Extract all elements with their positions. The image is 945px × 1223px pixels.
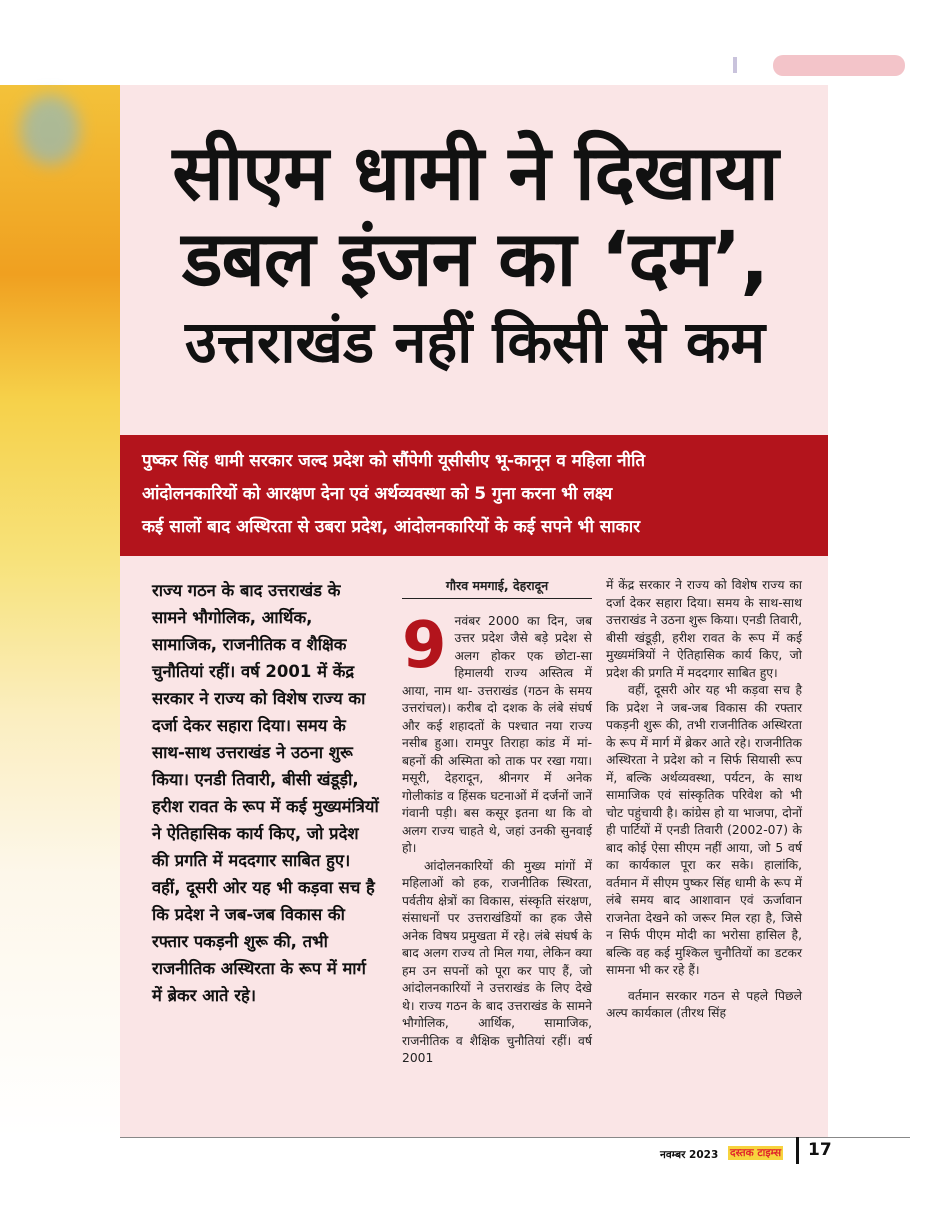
headline-line-2: डबल इंजन का ‘दम’, — [181, 214, 769, 303]
highlights-banner — [120, 435, 828, 556]
article-column-1 — [402, 577, 592, 1068]
pull-quote: राज्य गठन के बाद उत्तराखंड के सामने भौगोलिक, आर्थिक, सामाजिक, राजनीतिक व शैक्षिक चुनौतियां रहीं। वर्ष 2001 में केंद्र सरकार ने राज्य को विशेष राज्य का दर्जा देकर सहारा दिया। समय के साथ-साथ उत्तराखंड ने उठना शुरू किया। एनडी तिवारी, बीसी खंडूड़ी, हरीश रावत के रूप में कई मुख्यमंत्रियों ने ऐतिहासिक कार्य किए, जो प्रदेश की प्रगति में मददगार साबित हुए। वहीं, दूसरी ओर यह भी कड़वा सच है कि प्रदेश ने जब-जब विकास की रफ्तार पकड़नी शुरू की, तभी राजनीतिक अस्थिरता के रूप में मार्ग में ब्रेकर आते रहे। — [152, 581, 379, 1005]
issue-date: नवम्बर 2023 — [660, 1149, 719, 1161]
paragraph: आंदोलनकारियों की मुख्य मांगों में महिलाओं को हक, राजनीतिक स्थिरता, पर्वतीय क्षेत्रों का विकास, संस्कृति संरक्षण, संसाधनों पर उत्तराखंडियों का हक जैसे अनेक विषय प्रमुखता में रहे। लंबे संघर्ष के बाद अलग राज्य तो मिल गया, लेकिन क्या हम उन सपनों को पूरा कर पाए हैं, जो आंदोलनकारियों ने उत्तराखंड के लिए देखे थे। राज्य गठन के बाद उत्तराखंड के सामने भौगोलिक, आर्थिक, सामाजिक, राजनीतिक व शैक्षिक चुनौतियां रहीं। वर्ष 2001 — [402, 858, 592, 1065]
decorative-bar — [733, 57, 737, 73]
highlight: आंदोलनकारियों को आरक्षण देना एवं अर्थव्यवस्था को 5 गुना करना भी लक्ष्य — [142, 484, 613, 504]
article-column-2 — [606, 577, 802, 1023]
highlight: पुष्कर सिंह धामी सरकार जल्द प्रदेश को सौंपेगी यूसीसीए भू-कानून व महिला नीति — [142, 451, 646, 471]
magazine-logo: दस्तक टाइम्स — [730, 1147, 782, 1159]
footer-divider — [120, 1137, 910, 1138]
footer-separator — [796, 1137, 799, 1164]
drop-cap: 9 — [402, 608, 447, 683]
paragraph: नवंबर 2000 का दिन, जब उत्तर प्रदेश जैसे बड़े प्रदेश से अलग होकर एक छोटा-सा हिमालयी राज्य अस्तित्व में आया, नाम था- उत्तराखंड (गठन के समय उत्तरांचल)। करीब दो दशक के लंबे संघर्ष और कई शहादतों के पश्चात नया राज्य नसीब हुआ। रामपुर तिराहा कांड में मां-बहनों की अस्मिता को ताक पर रखा गया। मसूरी, देहरादून, श्रीनगर में अनेक गोलीकांड व हिंसक घटनाओं में दर्जनों जानें गंवानी पड़ी। बस कसूर इतना था कि वो अलग राज्य चाहते थे, जहां उनकी सुनवाई हो। — [402, 613, 592, 855]
byline: गौरव ममगाई, देहरादून — [402, 577, 592, 599]
paragraph: में केंद्र सरकार ने राज्य को विशेष राज्य का दर्जा देकर सहारा दिया। समय के साथ-साथ उत्तराखंड ने उठना शुरू किया। एनडी तिवारी, बीसी खंडूड़ी, हरीश रावत के रूप में कई मुख्यमंत्रियों ने ऐतिहासिक कार्य किए, जो प्रदेश की प्रगति में मददगार साबित हुए। — [606, 578, 802, 680]
headline-line-3: उत्तराखंड नहीं किसी से कम — [184, 308, 766, 376]
cm-photo — [0, 85, 120, 1137]
paragraph: वर्तमान सरकार गठन से पहले पिछले अल्प कार्यकाल (तीरथ सिंह — [606, 988, 802, 1020]
headline-line-1: सीएम धामी ने दिखाया — [172, 128, 778, 217]
headline — [130, 130, 820, 382]
paragraph: वहीं, दूसरी ओर यह भी कड़वा सच है कि प्रदेश ने जब-जब विकास की रफ्तार पकड़नी शुरू की, तभी राजनीतिक अस्थिरता के रूप में मार्ग में ब्रेकर आते रहे। राजनीतिक अस्थिरता ने प्रदेश को न सिर्फ सियासी रूप में, बल्कि अर्थव्यवस्था, पर्यटन, के साथ सामाजिक एवं सांस्कृतिक परिवेश को भी चोट पहुंचायी है। कांग्रेस हो या भाजपा, दोनों ही पार्टियों में एनडी तिवारी (2002-07) के बाद कोई ऐसा सीएम नहीं आया, जो 5 वर्ष का कार्यकाल पूरा कर सके। हालांकि, वर्तमान में सीएम पुष्कर सिंह धामी के रूप में लंबे समय बाद आशावान एवं ऊर्जावान राजनेता देखने को जरूर मिल रहा है, जिसे न सिर्फ पीएम मोदी का भरोसा हासिल है, बल्कि वह कई मुश्किल चुनौतियों का डटकर सामना भी कर रहे हैं। — [606, 683, 802, 977]
decorative-pill — [773, 55, 905, 76]
page-number: 17 — [808, 1140, 832, 1160]
highlight: कई सालों बाद अस्थिरता से उबरा प्रदेश, आंदोलनकारियों के कई सपने भी साकार — [142, 517, 641, 537]
